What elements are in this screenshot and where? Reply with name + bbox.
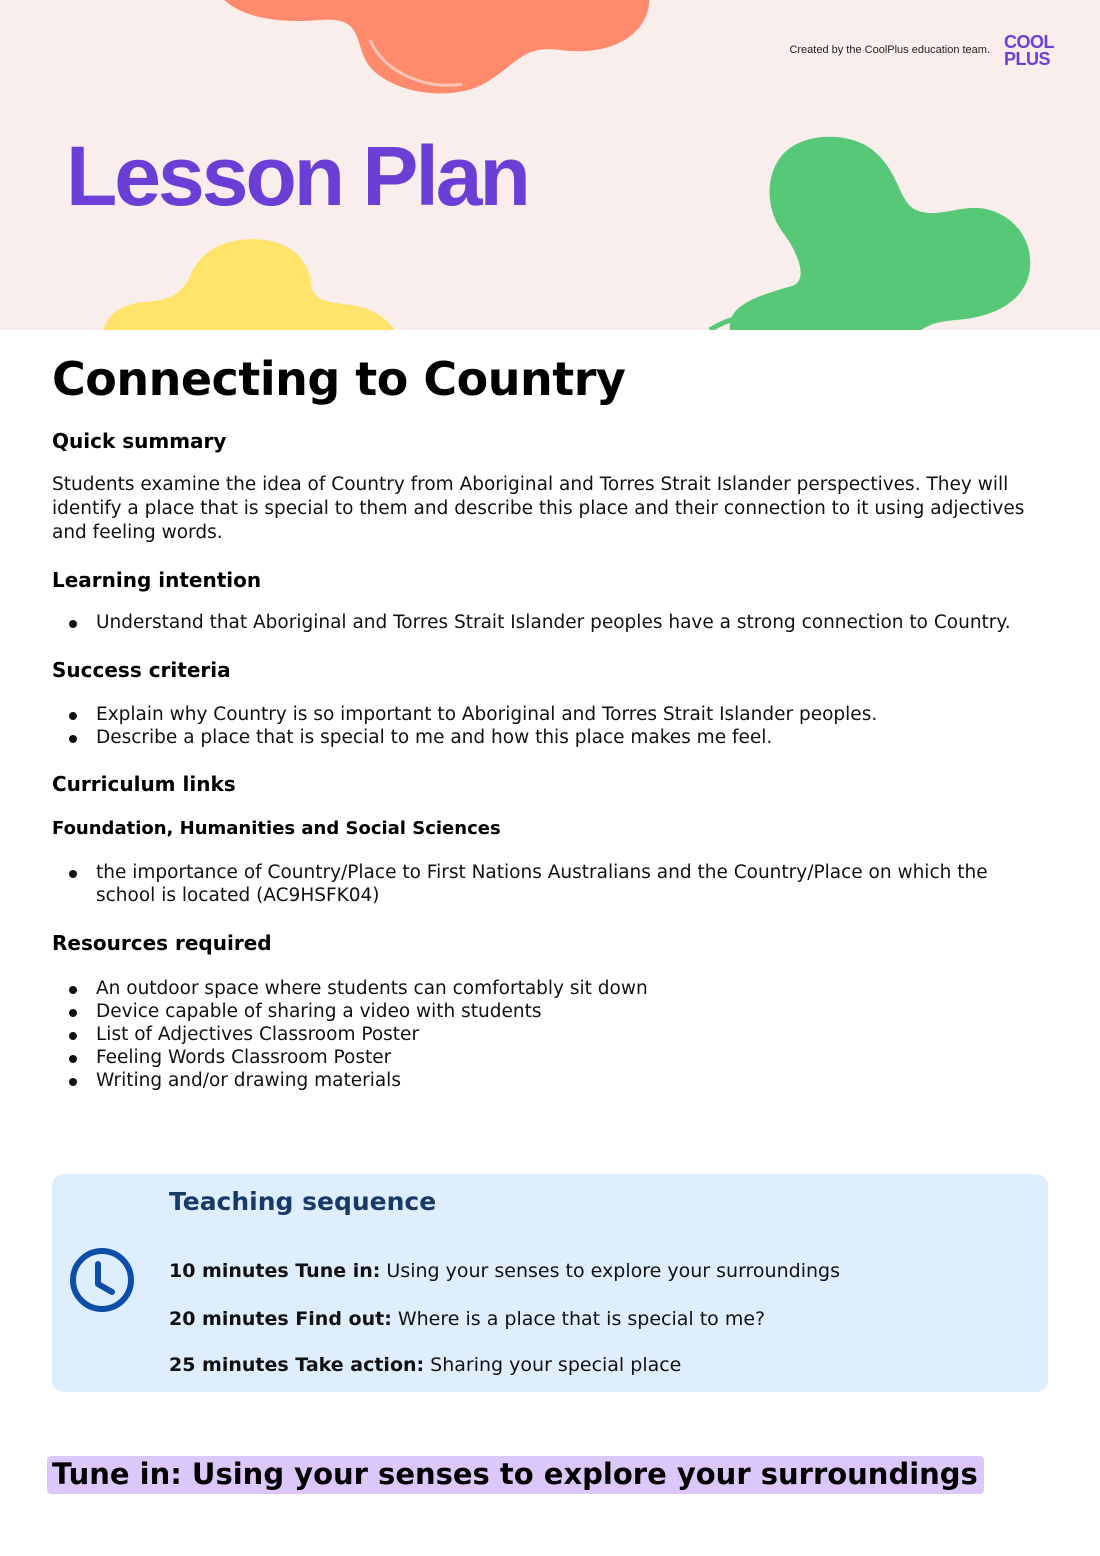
teaching-sequence-heading: Teaching sequence	[169, 1187, 437, 1216]
curriculum-subheading: Foundation, Humanities and Social Sciences	[52, 818, 501, 839]
coolplus-logo	[1004, 34, 1068, 74]
page-title: Connecting to Country	[52, 352, 626, 406]
sequence-text: Where is a place that is special to me?	[391, 1308, 766, 1330]
green-paint-blob	[700, 130, 1040, 330]
list-item: Describe a place that is special to me and how this place makes me feel.	[96, 726, 1052, 749]
sequence-label: 20 minutes Find out:	[169, 1308, 392, 1330]
sequence-row-tune-in	[169, 1260, 840, 1282]
clock-icon	[68, 1246, 136, 1314]
header-banner	[0, 0, 1100, 330]
teaching-sequence-panel	[52, 1174, 1048, 1392]
list-item: An outdoor space where students can comfortably sit down	[96, 977, 1052, 1000]
quick-summary-heading: Quick summary	[52, 429, 227, 453]
list-item: Writing and/or drawing materials	[96, 1069, 1052, 1092]
document-type-heading: Lesson Plan	[66, 129, 528, 223]
list-item: Feeling Words Classroom Poster	[96, 1046, 1052, 1069]
resources-required-heading: Resources required	[52, 931, 272, 955]
curriculum-links-heading: Curriculum links	[52, 772, 236, 796]
lesson-content	[52, 350, 1052, 1092]
yellow-paint-blob	[95, 232, 405, 330]
list-item: the importance of Country/Place to First Nations Australians and the Country/Place on which the school is located (AC9HSFK04)	[96, 861, 1052, 907]
list-item: Explain why Country is so important to Aboriginal and Torres Strait Islander peoples.	[96, 703, 1052, 726]
learning-intention-list	[52, 611, 1052, 634]
sequence-row-take-action	[169, 1354, 681, 1376]
logo-line-1: COOL	[1004, 32, 1054, 52]
orange-paint-blob	[200, 0, 660, 120]
list-item: Device capable of sharing a video with students	[96, 1000, 1052, 1023]
header-credit: Created by the CoolPlus education team.	[789, 44, 990, 56]
list-item: Understand that Aboriginal and Torres Strait Islander peoples have a strong connection to Country.	[96, 611, 1052, 634]
learning-intention-heading: Learning intention	[52, 568, 262, 592]
curriculum-links-list	[52, 861, 1052, 907]
tune-in-heading: Tune in: Using your senses to explore your surroundings	[47, 1456, 984, 1494]
sequence-text: Sharing your special place	[424, 1354, 682, 1376]
success-criteria-heading: Success criteria	[52, 658, 231, 682]
resources-list	[52, 977, 1052, 1092]
quick-summary-text: Students examine the idea of Country from Aboriginal and Torres Strait Islander perspectives. They will identify a place that is special to them and describe this place and their connection to it using adjectives and feeling words.	[52, 474, 1025, 543]
list-item: List of Adjectives Classroom Poster	[96, 1023, 1052, 1046]
success-criteria-list	[52, 703, 1052, 749]
sequence-row-find-out	[169, 1308, 765, 1330]
sequence-text: Using your senses to explore your surroundings	[380, 1260, 840, 1282]
logo-line-2: PLUS	[1004, 49, 1051, 69]
sequence-label: 25 minutes Take action:	[169, 1354, 425, 1376]
sequence-label: 10 minutes Tune in:	[169, 1260, 381, 1282]
